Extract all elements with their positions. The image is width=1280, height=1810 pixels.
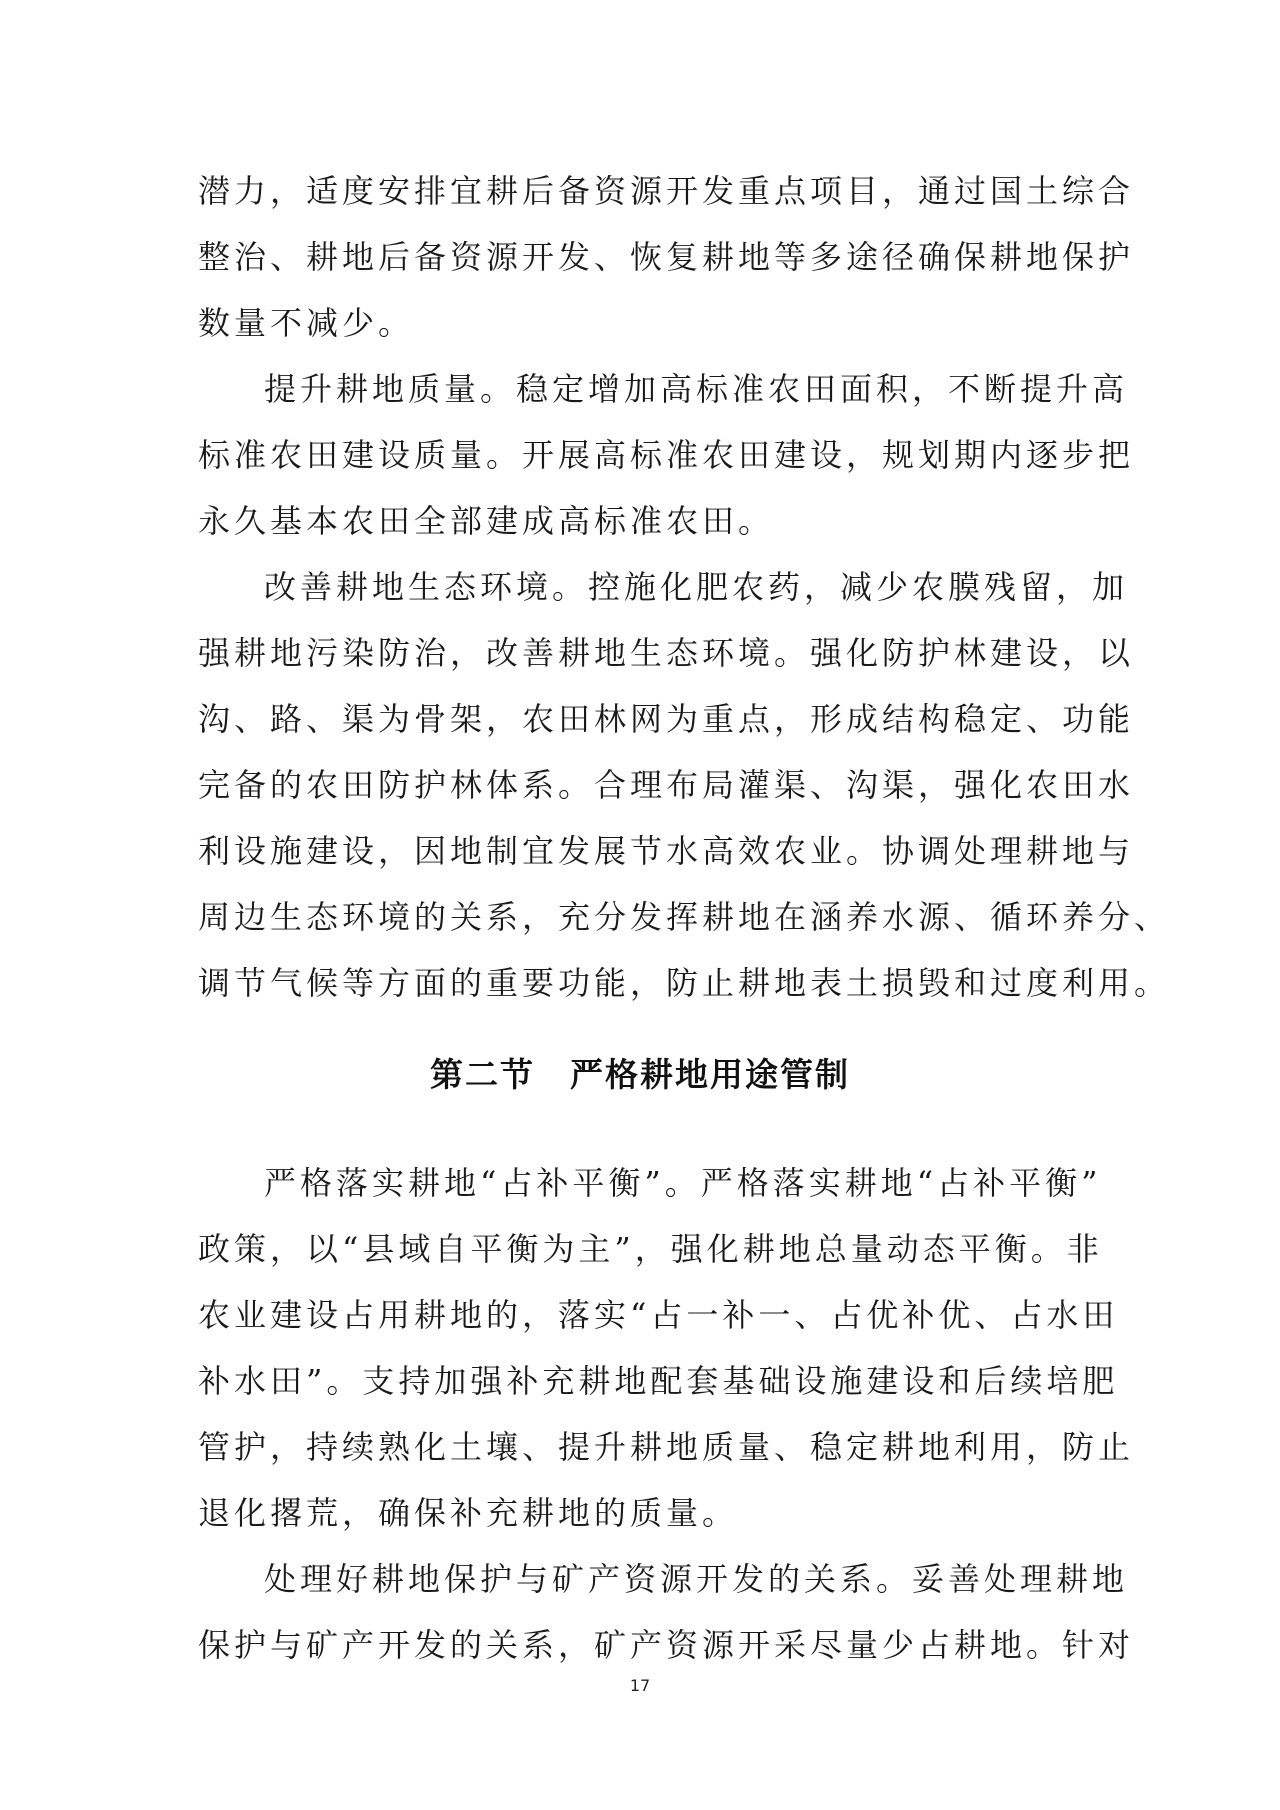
section-heading-text: 第二节 严格耕地用途管制 [430, 1055, 850, 1094]
paragraph-line: 退化撂荒，确保补充耕地的质量。 [198, 1494, 739, 1532]
paragraph-line: 农业建设占用耕地的，落实“占一补一、占优补优、占水田 [198, 1296, 1119, 1334]
paragraph-line: 提升耕地质量。稳定增加高标准农田面积，不断提升高 [264, 370, 1129, 408]
paragraph-line: 潜力，适度安排宜耕后备资源开发重点项目，通过国土综合 [198, 172, 1135, 210]
paragraph-line: 周边生态环境的关系，充分发挥耕地在涵养水源、循环养分、 [198, 898, 1171, 936]
paragraph-line: 调节气候等方面的重要功能，防止耕地表土损毁和过度利用。 [198, 964, 1171, 1002]
paragraph-line: 整治、耕地后备资源开发、恢复耕地等多途径确保耕地保护 [198, 238, 1135, 276]
paragraph-line: 保护与矿产开发的关系，矿产资源开采尽量少占耕地。针对 [198, 1626, 1135, 1664]
paragraph-1 [198, 158, 1135, 356]
paragraph-5 [198, 1546, 1135, 1678]
paragraph-line: 数量不减少。 [198, 304, 415, 342]
paragraph-line: 管护，持续熟化土壤、提升耕地质量、稳定耕地利用，防止 [198, 1428, 1135, 1466]
paragraph-line: 沟、路、渠为骨架，农田林网为重点，形成结构稳定、功能 [198, 700, 1135, 738]
paragraph-line: 完备的农田防护林体系。合理布局灌渠、沟渠，强化农田水 [198, 766, 1135, 804]
paragraph-3 [198, 554, 1171, 1016]
paragraph-line: 严格落实耕地“占补平衡”。严格落实耕地“占补平衡” [264, 1164, 1102, 1202]
paragraph-line: 强耕地污染防治，改善耕地生态环境。强化防护林建设，以 [198, 634, 1135, 672]
section-heading [0, 1040, 1280, 1110]
paragraph-line: 处理好耕地保护与矿产资源开发的关系。妥善处理耕地 [264, 1560, 1129, 1598]
paragraph-line: 永久基本农田全部建成高标准农田。 [198, 502, 775, 540]
paragraph-line: 利设施建设，因地制宜发展节水高效农业。协调处理耕地与 [198, 832, 1135, 870]
paragraph-4 [198, 1150, 1135, 1546]
paragraph-line: 改善耕地生态环境。控施化肥农药，减少农膜残留，加 [264, 568, 1129, 606]
paragraph-line: 补水田”。支持加强补充耕地配套基础设施建设和后续培肥 [198, 1362, 1119, 1400]
paragraph-line: 政策，以“县域自平衡为主”，强化耕地总量动态平衡。非 [198, 1230, 1103, 1268]
paragraph-line: 标准农田建设质量。开展高标准农田建设，规划期内逐步把 [198, 436, 1135, 474]
paragraph-2 [198, 356, 1135, 554]
page-number: 17 [629, 1676, 651, 1695]
